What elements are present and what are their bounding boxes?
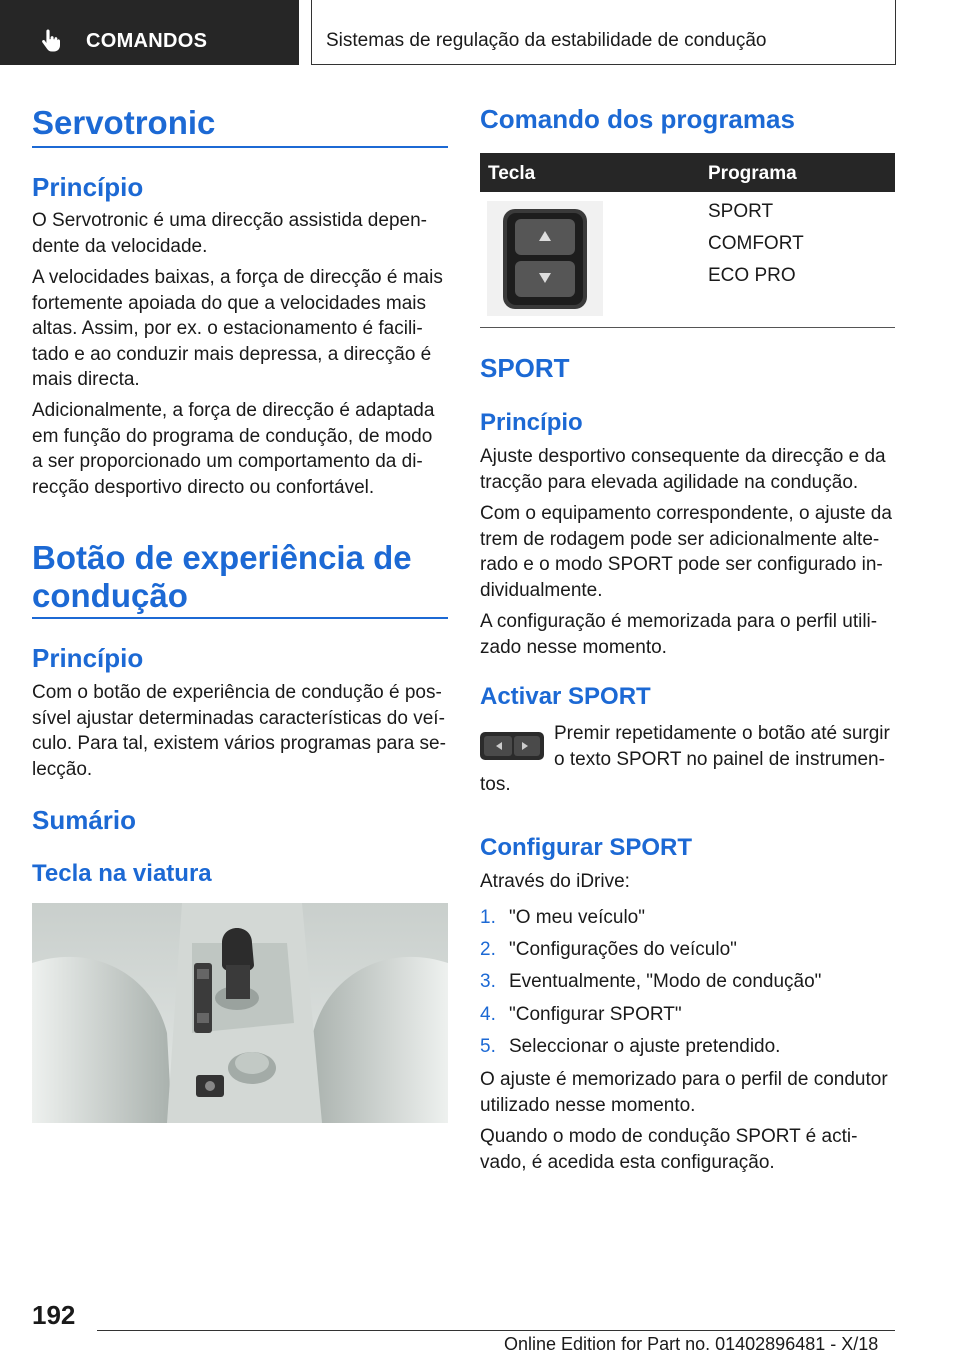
activate-sport-text: Premir repetidamente o botão até surgir o texto SPORT no painel de instrumen-	[554, 723, 890, 770]
heading-rule	[32, 146, 448, 148]
driving-experience-switch-image	[487, 201, 603, 316]
chapter-title: Sistemas de regulação da estabilidade de condução	[326, 30, 767, 51]
activate-sport-heading: Activar SPORT	[480, 683, 651, 710]
section-tab	[0, 0, 299, 65]
sport-paragraph-2: Com o equipamento correspondente, o ajuste da trem de rodagem pode ser adicionalmente alte- rado e o modo SPORT pode ser configurado in- dividualmente.	[480, 503, 892, 601]
step-text: Eventualmente, "Modo de condução"	[509, 971, 822, 992]
program-item: ECO PRO	[708, 265, 796, 286]
sport-paragraph-5: Quando o modo de condução SPORT é acti- vado, é acedida esta configuração.	[480, 1126, 858, 1173]
programs-heading: Comando dos programas	[480, 104, 795, 134]
step-number: 5.	[480, 1036, 496, 1057]
program-item: COMFORT	[708, 233, 804, 254]
step-text: "O meu veículo"	[509, 907, 645, 928]
column-header-key: Tecla	[488, 163, 536, 184]
summary-heading: Sumário	[32, 805, 137, 835]
table-bottom-rule	[480, 327, 895, 328]
page-number: 192	[32, 1300, 76, 1330]
footer-edition: Online Edition for Part no. 01402896481 - X/18	[504, 1334, 879, 1354]
sport-paragraph-4: O ajuste é memorizado para o perfil de condutor utilizado nesse momento.	[480, 1069, 888, 1116]
sport-paragraph-3: A configuração é memorizada para o perfil utili- zado nesse momento.	[480, 611, 878, 658]
servotronic-paragraph-2: A velocidades baixas, a força de direcção é mais fortemente apoiada do que a velocidades mais altas. Assim, por ex. o estacionamento é facili- tado e ao conduzir mais depressa, a direcção é mais directa.	[32, 267, 443, 391]
programs-table-header	[480, 153, 895, 192]
step-number: 1.	[480, 907, 496, 928]
servotronic-principle-heading: Princípio	[32, 172, 144, 202]
driving-experience-paragraph: Com o botão de experiência de condução é pos- sível ajustar determinadas características do veí- culo. Para tal, existem vários programas para se- lecção.	[32, 682, 446, 780]
heading-rule	[32, 617, 448, 619]
step-number: 3.	[480, 971, 496, 992]
key-in-vehicle-heading: Tecla na viatura	[32, 860, 212, 887]
servotronic-paragraph-3: Adicionalmente, a força de direcção é adaptada em função do programa de condução, de modo a ser proporcionado um comportamento da di- recção desportivo directo ou confortável.	[32, 400, 435, 498]
program-item: SPORT	[708, 201, 774, 222]
step-text: "Configurações do veículo"	[509, 939, 737, 960]
servotronic-paragraph-1: O Servotronic é uma direcção assistida depen- dente da velocidade.	[32, 210, 427, 257]
step-text: "Configurar SPORT"	[509, 1004, 682, 1025]
servotronic-heading: Servotronic	[32, 104, 216, 141]
sport-heading: SPORT	[480, 353, 570, 383]
step-text: Seleccionar o ajuste pretendido.	[509, 1036, 781, 1057]
step-number: 2.	[480, 939, 496, 960]
center-console-photo	[32, 903, 448, 1123]
driving-experience-principle-heading: Princípio	[32, 643, 144, 673]
center-console-illustration	[32, 903, 448, 1123]
configure-sport-heading: Configurar SPORT	[480, 834, 693, 861]
sport-switch-icon	[480, 731, 544, 761]
sport-paragraph-1: Ajuste desportivo consequente da direcção e da tracção para elevada agilidade na condução.	[480, 446, 886, 493]
sport-principle-heading: Princípio	[480, 409, 583, 436]
step-number: 4.	[480, 1004, 496, 1025]
configure-intro: Através do iDrive:	[480, 871, 630, 892]
column-header-program: Programa	[708, 163, 797, 184]
driving-experience-heading: Botão de experiência de condução	[32, 539, 412, 614]
activate-sport-text-end: tos.	[480, 774, 511, 795]
footer-rule	[97, 1330, 895, 1331]
section-tab-label: COMANDOS	[86, 30, 208, 52]
hand-pointer-icon	[40, 28, 62, 52]
